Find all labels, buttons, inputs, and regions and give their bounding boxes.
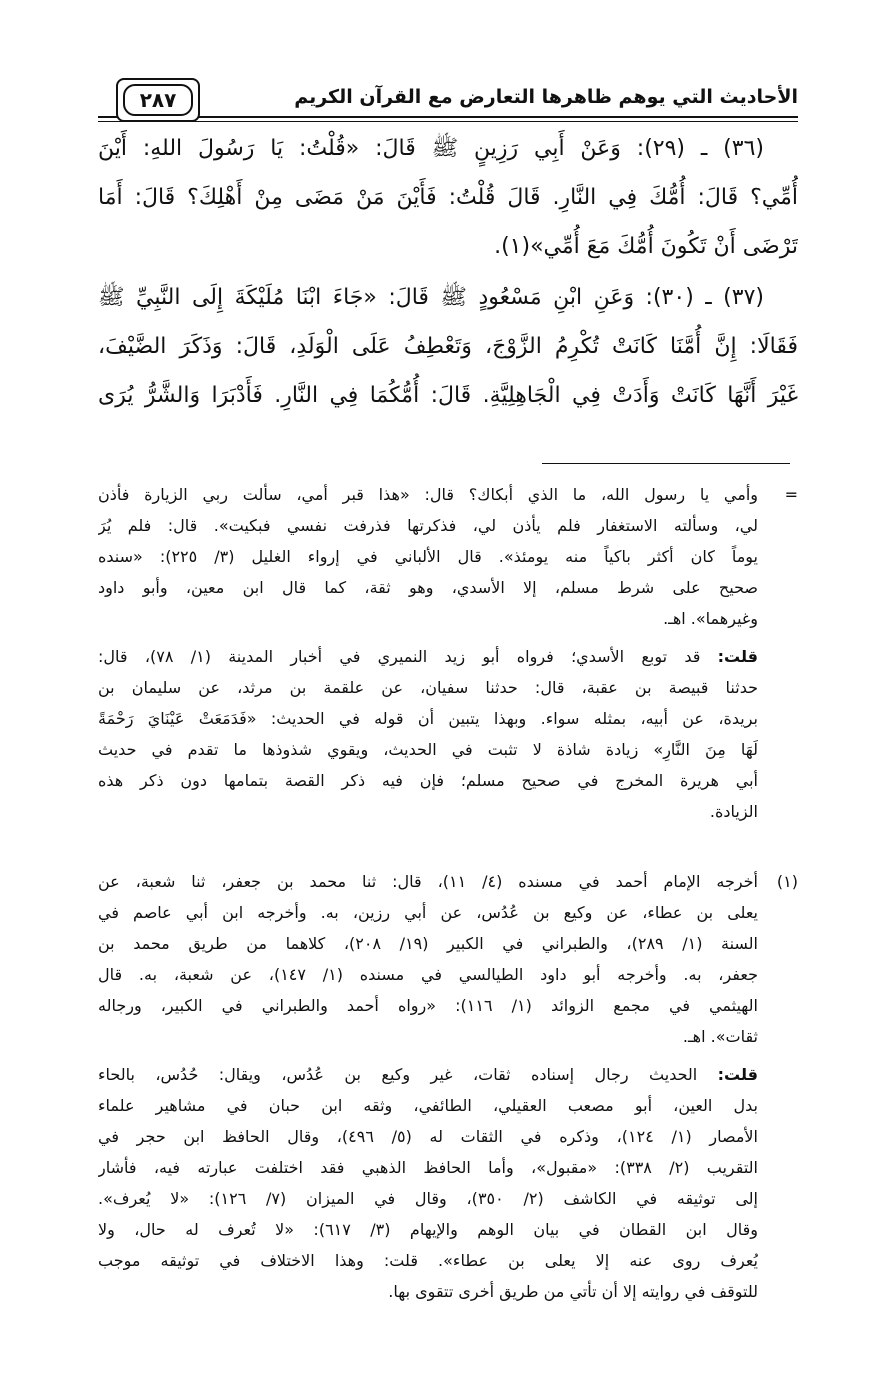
- qult-label: قلت:: [717, 1065, 758, 1084]
- running-title: الأحاديث التي يوهم ظاهرها التعارض مع القرآن الكريم: [294, 86, 798, 108]
- footnote-line: ثقات». اهـ.: [682, 1027, 758, 1046]
- text-line: غَيْرَ أَنَّهَا كَانَتْ وَأَدَتْ فِي الْجَاهِلِيَّةِ. قَالَ: أُمُّكُمَا فِي النَّارِ. فَأَدْبَرَا وَالشَّرُّ يُرَى: [98, 383, 798, 408]
- footnote-1: [98, 866, 798, 1307]
- footnote-line: يُعرف روى عنه إلا يعلى بن عطاء». قلت: وهذا الاختلاف في توثيقه موجب: [98, 1251, 758, 1270]
- hadith-36: [98, 124, 798, 271]
- footnote-line: الزيادة.: [709, 802, 758, 821]
- footnote-line: الهيثمي في مجمع الزوائد (١/ ١١٦): «رواه أحمد والطبراني في الكبير، ورجاله: [98, 996, 758, 1015]
- footnote-line: وغيرهما». اهـ.: [663, 609, 758, 628]
- footnote-line: للتوقف في روايته إلا أن تأتي من طريق أخرى تتقوى بها.: [388, 1282, 758, 1301]
- footnote-line: حدثنا قبيصة بن عقبة، قال: حدثنا سفيان، عن علقمة بن مرثد، عن سليمان بن: [98, 678, 758, 697]
- page-number-frame: [116, 78, 200, 122]
- hadith-37: [98, 273, 798, 420]
- footnote-line: بدل العين، أبو مصعب العقيلي، الطائفي، وثقه ابن حبان في مشاهير علماء: [98, 1096, 758, 1115]
- footnote-line: أبي هريرة المخرج في صحيح مسلم؛ فإن فيه ذكر القصة بتمامها دون ذكر هذه: [98, 771, 758, 790]
- text-line: تَرْضَى أَنْ تَكُونَ أُمُّكَ مَعَ أُمِّي»(١).: [494, 234, 798, 259]
- running-header: [98, 82, 798, 130]
- footnote-continuation: [98, 479, 798, 827]
- header-rule: [98, 116, 798, 118]
- text-line: أُمِّي؟ قَالَ: أُمُّكَ فِي النَّارِ. قَالَ قُلْتُ: فَأَيْنَ مَنْ مَضَى مِنْ أَهْلِكَ؟ قَالَ: أَمَا: [98, 185, 798, 210]
- footnote-line: قد توبع الأسدي؛ فرواه أبو زيد النميري في أخبار المدينة (١/ ٧٨)، قال:: [98, 647, 718, 666]
- footnote-separator: [542, 463, 790, 464]
- footnote-line: وأمي يا رسول الله، ما الذي أبكاك؟ قال: «هذا قبر أمي، سألت ربي الزيارة فأذن: [98, 485, 758, 504]
- text-line: (٣٧) ـ (٣٠): وَعَنِ ابْنِ مَسْعُودٍ ﷺ قَالَ: «جَاءَ ابْنَا مُلَيْكَةَ إِلَى النَّبِيِّ ﷺ: [98, 285, 764, 310]
- footnote-line: وقال ابن القطان في بيان الوهم والإيهام (٣/ ٦١٧): «لا تُعرف له حال، ولا: [98, 1220, 758, 1239]
- footnote-line: جعفر، به. وأخرجه أبو داود الطيالسي في مسنده (١/ ١٤٧)، عن شعبة، به. قال: [98, 965, 758, 984]
- footnote-line: لي، وسألته الاستغفار فلم يأذن لي، فذكرتها فذرفت نفسي فبكيت». قال: فلم يُرَ: [98, 516, 758, 535]
- footnote-line: أخرجه الإمام أحمد في مسنده (٤/ ١١)، قال: ثنا محمد بن جعفر، ثنا شعبة، عن: [98, 872, 758, 891]
- page-number: ٢٨٧: [123, 84, 193, 116]
- footnote-line: التقريب (٢/ ٣٣٨): «مقبول»، وأما الحافظ الذهبي فقد اختلفت عبارته فيه، فأشار: [98, 1158, 758, 1177]
- footnote-line: لَهَا مِنَ النَّارِ» زيادة شاذة لا تثبت في الحديث، ويقوي شذوذها ما تقدم في حديث: [98, 740, 758, 759]
- footnote-line: السنة (١/ ٢٨٩)، والطبراني في الكبير (١٩/ ٢٠٨)، كلاهما من طريق محمد بن: [98, 934, 758, 953]
- text-line: فَقَالَا: إِنَّ أُمَّنَا كَانَتْ تُكْرِمُ الزَّوْجَ، وَتَعْطِفُ عَلَى الْوَلَدِ، قَالَ: وَذَكَرَ الضَّيْفَ،: [98, 334, 798, 359]
- footnote-line: الأمصار (١/ ١٢٤)، وذكره في الثقات له (٥/ ٤٩٦)، وقال الحافظ ابن حجر في: [98, 1127, 758, 1146]
- header-rule: [98, 121, 798, 122]
- qult-label: قلت:: [717, 647, 758, 666]
- text-line: (٣٦) ـ (٢٩): وَعَنْ أَبِي رَزِينٍ ﷺ قَالَ: «قُلْتُ: يَا رَسُولَ اللهِ: أَيْنَ: [98, 136, 764, 161]
- footnote-number: (١): [776, 872, 798, 891]
- footnote-line: بريدة، عن أبيه، بمثله سواء. وبهذا يتبين أن قوله في الحديث: «فَدَمَعَتْ عَيْنَايَ رَحْمَةً: [98, 709, 758, 728]
- footnote-line: يعلى بن عطاء، عن وكيع بن عُدُس، عن أبي رزين، به. وأخرجه ابن أبي عاصم في: [98, 903, 758, 922]
- footnote-line: صحيح على شرط مسلم، إلا الأسدي، وهو ثقة، كما قال ابن معين، وأبو داود: [98, 578, 758, 597]
- footnote-line: الحديث رجال إسناده ثقات، غير وكيع بن عُدُس، ويقال: حُدُس، بالحاء: [98, 1065, 718, 1084]
- footnote-line: إلى توثيقه في الكاشف (٢/ ٣٥٠)، وقال في الميزان (٧/ ١٢٦): «لا يُعرف».: [98, 1189, 758, 1208]
- footnote-line: يوماً كان أكثر باكياً منه يومئذ». قال الألباني في إرواء الغليل (٣/ ٢٢٥): «سنده: [98, 547, 758, 566]
- continuation-mark: =: [784, 485, 798, 504]
